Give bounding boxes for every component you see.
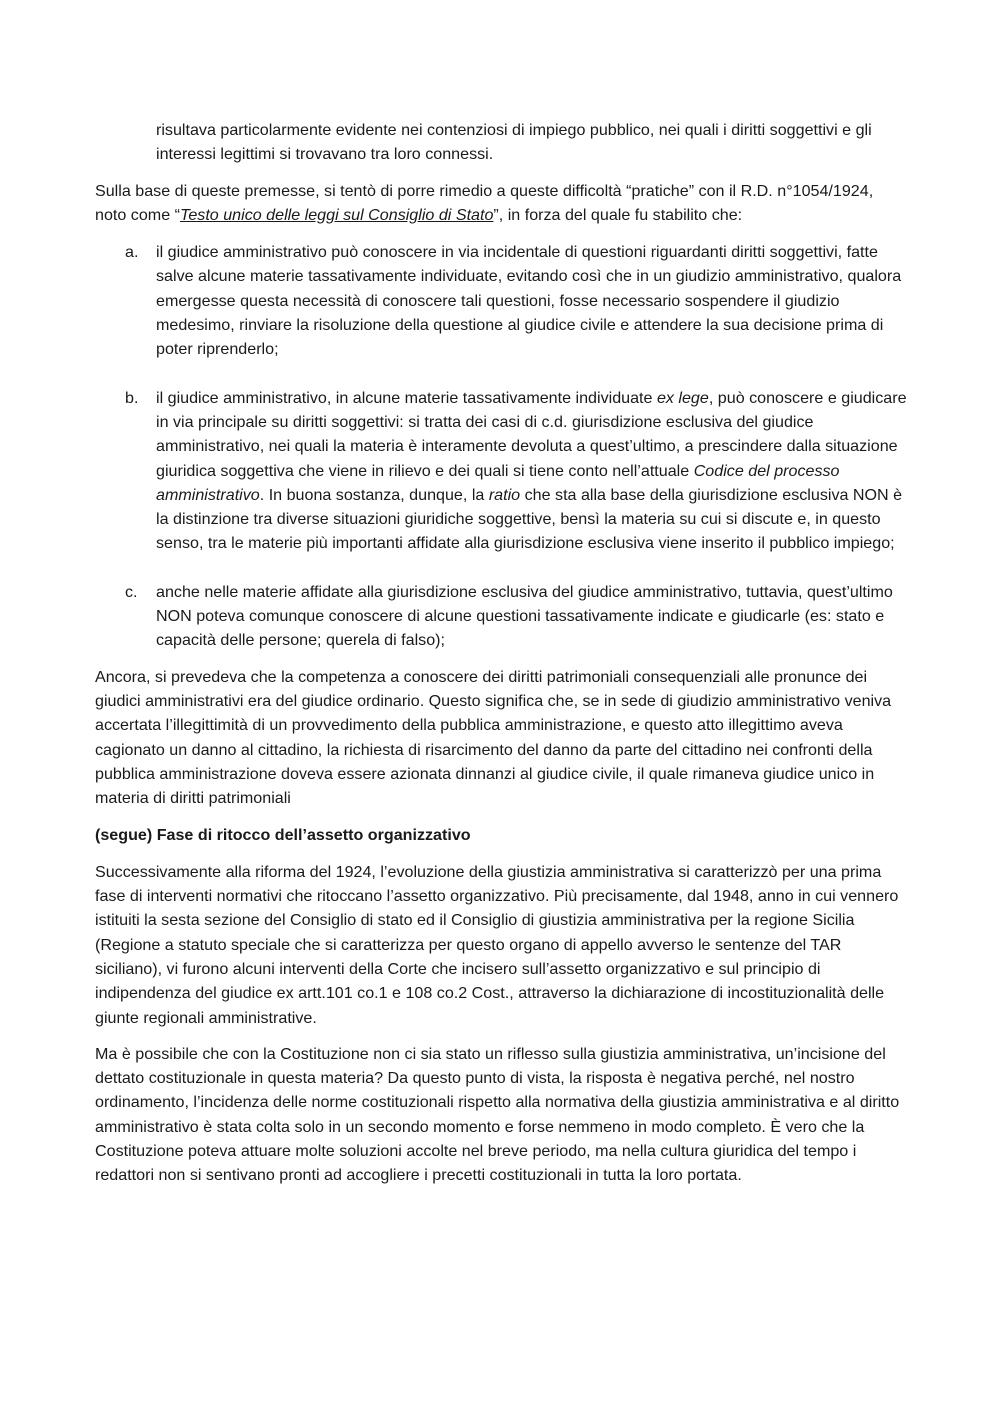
- list-item: [95, 386, 907, 556]
- section-heading: (segue) Fase di ritocco dell’assetto organizzativo: [95, 826, 471, 845]
- provisions-list: [95, 240, 907, 652]
- text-run: che sta alla base della giurisdizione esclusiva NON è la distinzione tra diverse situazioni giuridiche soggettive, bensì la materia su cui si discute e, in questo senso, tra le materie più importanti affidate alla giurisdizione esclusiva viene inserito il pubblico impiego;: [156, 485, 903, 553]
- list-item-text: anche nelle materie affidate alla giurisdizione esclusiva del giudice amministrativo, tuttavia, quest’ultimo NON poteva comunque conoscere di alcune questioni tassativamente indicate e giudicarle (es: stato e capacità delle persone; querela di falso);: [156, 582, 893, 650]
- text-run: il giudice amministrativo, in alcune materie tassativamente individuate: [156, 388, 657, 407]
- continuation-paragraph: risultava particolarmente evidente nei contenziosi di impiego pubblico, nei quali i diritti soggettivi e gli interessi legittimi si trovavano tra loro connessi.: [156, 121, 872, 164]
- list-marker: c.: [125, 582, 138, 601]
- list-marker: b.: [125, 388, 139, 407]
- list-marker: a.: [125, 243, 139, 262]
- list-item: [95, 240, 907, 361]
- list-item-text: [156, 389, 907, 553]
- intro-text-before: Sulla base di queste premesse, si tentò di porre rimedio a queste difficoltà “pratiche” con il R.D. n°1054/1924, noto come “: [95, 181, 874, 224]
- law-title-link[interactable]: Testo unico delle leggi sul Consiglio di Stato: [179, 205, 494, 224]
- italic-term: ex lege: [656, 388, 709, 407]
- body-paragraph: Successivamente alla riforma del 1924, l’evoluzione della giustizia amministrativa si caratterizzò per una prima fase di interventi normativi che ritoccano l’assetto organizzativo. Più precisamente, dal 1948, anno in cui vennero istituiti la sesta sezione del Consiglio di stato ed il Consiglio di giustizia amministrativa per la regione Sicilia (Regione a statuto speciale che si caratterizza per questo organo di appello avverso le sentenze del TAR siciliano), vi furono alcuni interventi della Corte che incisero sull’assetto organizzativo e sul principio di indipendenza del giudice ex artt.101 co.1 e 108 co.2 Cost., attraverso la dichiarazione di incostituzionalità delle giunte regionali amministrative.: [95, 862, 899, 1027]
- italic-term: Codice del processo amministrativo: [156, 461, 840, 504]
- intro-text-after: ”, in forza del quale fu stabilito che:: [493, 205, 743, 224]
- body-paragraph: Ma è possibile che con la Costituzione non ci sia stato un riflesso sulla giustizia amministrativa, un’incisione del dettato costituzionale in questa materia? Da questo punto di vista, la risposta è negativa perché, nel nostro ordinamento, l’incidenza delle norme costituzionali rispetto alla normativa della giustizia amministrativa e al diritto amministrativo è stata colta solo in un secondo momento e forse nemmeno in modo completo. È vero che la Costituzione poteva attuare molte soluzioni accolte nel breve periodo, ma nella cultura giuridica del tempo i redattori non si sentivano pronti ad accogliere i precetti costituzionali in tutta la loro portata.: [95, 1044, 900, 1185]
- text-run: . In buona sostanza, dunque, la: [259, 485, 489, 504]
- italic-term: ratio: [488, 485, 521, 504]
- document-page: [95, 118, 907, 1188]
- intro-paragraph: [95, 179, 907, 228]
- list-item-text: il giudice amministrativo può conoscere in via incidentale di questioni riguardanti diritti soggettivi, fatte salve alcune materie tassativamente individuate, evitando così che in un giudizio amministrativo, qualora emergesse questa necessità di conoscere tali questioni, fosse necessario sospendere il giudizio medesimo, rinviare la risoluzione della questione al giudice civile e attendere la sua decisione prima di poter riprenderlo;: [156, 243, 902, 359]
- text-run: , può conoscere e giudicare in via principale su diritti soggettivi: si tratta dei casi di c.d. giurisdizione esclusiva del giudice amministrativo, nei quali la materia è interamente devoluta a quest’ultimo, a prescindere dalla situazione giuridica soggettiva che viene in rilievo e dei quali si tiene conto nell’attuale: [156, 388, 907, 480]
- body-paragraph: Ancora, si prevedeva che la competenza a conoscere dei diritti patrimoniali consequenziali alle pronunce dei giudici amministrativi era del giudice ordinario. Questo significa che, se in sede di giudizio amministrativo veniva accertata l’illegittimità di un provvedimento della pubblica amministrazione, e questo atto illegittimo aveva cagionato un danno al cittadino, la richiesta di risarcimento del danno da parte del cittadino nei confronti della pubblica amministrazione doveva essere azionata dinnanzi al giudice civile, il quale rimaneva giudice unico in materia di diritti patrimoniali: [95, 667, 892, 808]
- list-item: [95, 580, 907, 653]
